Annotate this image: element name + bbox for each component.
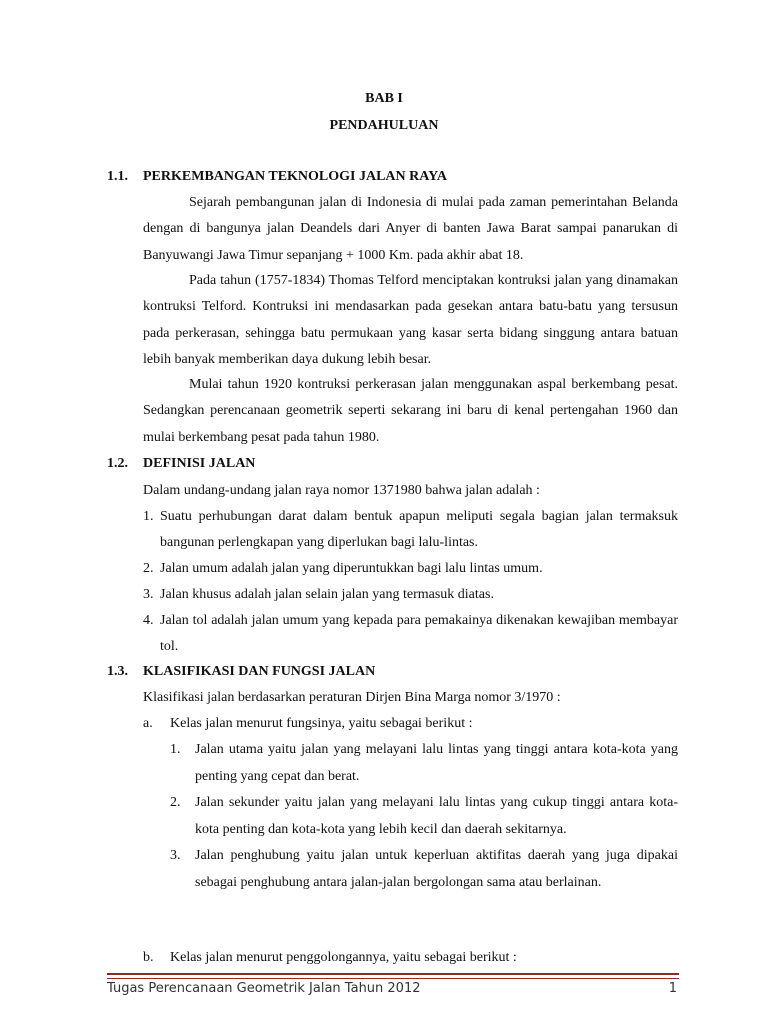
list-item — [143, 504, 678, 556]
list-number: 4. — [143, 613, 154, 628]
footer-rule-thick — [107, 973, 679, 975]
list-number: 3. — [170, 848, 181, 863]
list-text: Kelas jalan menurut fungsinya, yaitu sebagai berikut : — [170, 716, 473, 731]
list-text: Jalan penghubung yaitu jalan untuk keperluan aktifitas daerah yang juga dipakai sebagai penghubung antara jalan-jalan bergolongan sama atau berlainan. — [195, 848, 678, 890]
list-item-b — [143, 945, 678, 971]
section-title: PERKEMBANGAN TEKNOLOGI JALAN RAYA — [143, 169, 448, 184]
section-number: 1.3. — [107, 664, 128, 679]
section-title: DEFINISI JALAN — [143, 456, 256, 471]
footer-text: Tugas Perencanaan Geometrik Jalan Tahun 2012 — [107, 981, 421, 996]
page-footer — [107, 981, 679, 996]
section-heading-1-1 — [107, 169, 447, 185]
section-number: 1.1. — [107, 169, 128, 184]
list-text: Jalan tol adalah jalan umum yang kepada para pemakainya dikenakan kewajiban membayar tol. — [160, 613, 678, 654]
list-item — [143, 582, 678, 608]
list-number: 3. — [143, 587, 154, 602]
sub-list-item — [170, 737, 678, 790]
list-number: 1. — [170, 742, 181, 757]
list-text: Jalan sekunder yaitu jalan yang melayani lalu lintas yang cukup tinggi antara kota-kota penting dan kota-kota yang lebih kecil dan daerah sekitarnya. — [195, 795, 678, 837]
classification-intro: Klasifikasi jalan berdasarkan peraturan Dirjen Bina Marga nomor 3/1970 : — [143, 690, 561, 705]
list-letter: b. — [143, 950, 154, 965]
section-number: 1.2. — [107, 456, 128, 471]
paragraph-asphalt: Mulai tahun 1920 kontruksi perkerasan jalan menggunakan aspal berkembang pesat. Sedangkan perencanaan geometrik seperti sekarang ini baru di kenal pertengahan 1960 dan mulai berkembang pesat pada tahun 1980. — [143, 377, 678, 445]
footer-rule-thin — [107, 978, 679, 979]
section-heading-1-3 — [107, 664, 375, 680]
sub-list-item — [170, 790, 678, 843]
list-item — [143, 556, 678, 582]
list-text: Kelas jalan menurut penggolongannya, yaitu sebagai berikut : — [170, 950, 517, 965]
paragraph-telford: Pada tahun (1757-1834) Thomas Telford menciptakan kontruksi jalan yang dinamakan kontruksi Telford. Kontruksi ini mendasarkan pada gesekan antara batu-batu yang tersusun pada perkerasan, sehingga batu permukaan yang kasar serta bidang singgung antara batuan lebih banyak memberikan daya dukung lebih besar. — [143, 273, 678, 367]
list-number: 2. — [170, 795, 181, 810]
chapter-title: PENDAHULUAN — [329, 118, 439, 133]
list-text: Jalan khusus adalah jalan selain jalan yang termasuk diatas. — [160, 587, 494, 602]
list-item-a — [143, 711, 678, 737]
list-text: Jalan umum adalah jalan yang diperuntukkan bagi lalu lintas umum. — [160, 561, 543, 576]
list-text: Suatu perhubungan darat dalam bentuk apapun meliputi segala bagian jalan termaksuk bangunan perlengkapan yang diperlukan bagi lalu-lintas. — [160, 509, 678, 550]
paragraph-history: Sejarah pembangunan jalan di Indonesia di mulai pada zaman pemerintahan Belanda dengan di bangunya jalan Deandels dari Anyer di banten Jawa Barat sampai panarukan di Banyuwangi Jawa Timur sepanjang + 1000 Km. pada akhir abat 18. — [143, 195, 678, 263]
sub-list-item — [170, 843, 678, 896]
section-heading-1-2 — [107, 456, 255, 472]
list-number: 1. — [143, 509, 154, 524]
page-number: 1 — [668, 981, 677, 996]
definition-intro: Dalam undang-undang jalan raya nomor 1371980 bahwa jalan adalah : — [143, 483, 540, 498]
chapter-label: BAB I — [365, 91, 403, 106]
list-number: 2. — [143, 561, 154, 576]
list-text: Jalan utama yaitu jalan yang melayani lalu lintas yang tinggi antara kota-kota yang penting yang cepat dan berat. — [195, 742, 678, 784]
list-item — [143, 608, 678, 660]
list-letter: a. — [143, 716, 153, 731]
section-title: KLASIFIKASI DAN FUNGSI JALAN — [143, 664, 376, 679]
